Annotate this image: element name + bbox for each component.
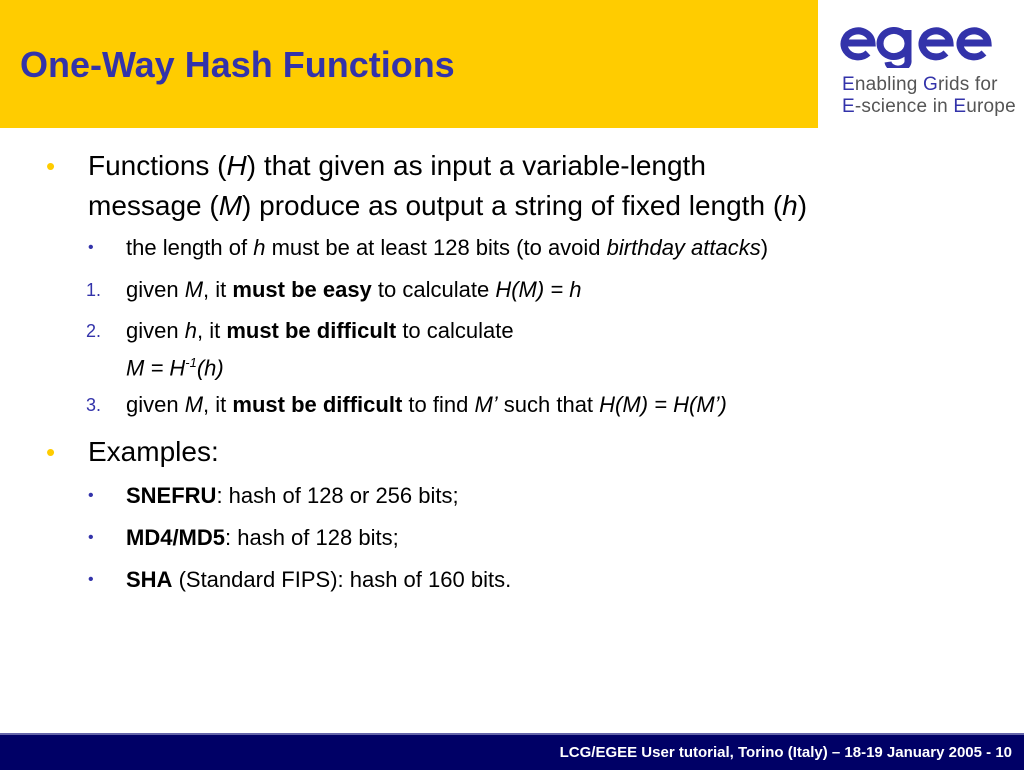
number-marker: 1. [86, 280, 102, 300]
number-marker: 2. [86, 321, 102, 341]
slide-header [0, 0, 1024, 128]
example-snefru: • SNEFRU: hash of 128 or 256 bits; [126, 480, 986, 512]
egee-wordmark-logo [840, 18, 1000, 68]
slide-title: One-Way Hash Functions [20, 44, 455, 85]
bullet-marker: • [46, 151, 56, 181]
footer-text: LCG/EGEE User tutorial, Torino (Italy) – 18-19 January 2005 - 10 [559, 744, 1012, 761]
example-md4-md5: • MD4/MD5: hash of 128 bits; [126, 522, 986, 554]
numbered-item-1: 1. given M, it must be easy to calculate H(M) = h [126, 274, 986, 306]
sub-bullet-marker: • [88, 487, 94, 504]
sub-bullet-marker: • [88, 571, 94, 588]
sub-bullet-length: • the length of h must be at least 128 bits (to avoid birthday attacks) [126, 232, 986, 264]
bullet-examples: • Examples: [88, 432, 988, 472]
bullet-marker: • [46, 437, 56, 467]
bullet-hash-definition: • Functions (H) that given as input a variable-length message (M) produce as output a string of fixed length (h) [88, 146, 988, 226]
number-marker: 3. [86, 395, 102, 415]
logo-tagline-line1: Enabling Grids for [842, 74, 998, 95]
sub-bullet-marker: • [88, 529, 94, 546]
logo-tagline-line2: E-science in Europe [842, 96, 1016, 117]
title-band [0, 0, 818, 128]
sub-bullet-marker: • [88, 239, 94, 256]
slide-body [0, 128, 1024, 728]
numbered-item-3: 3. given M, it must be difficult to find M’ such that H(M) = H(M’) [126, 389, 986, 421]
egee-logo [818, 0, 1024, 128]
slide-footer [0, 733, 1024, 770]
example-sha: • SHA (Standard FIPS): hash of 160 bits. [126, 564, 986, 596]
numbered-item-2: 2. given h, it must be difficult to calculate $M = H^{-1}(h)$ [126, 315, 986, 384]
